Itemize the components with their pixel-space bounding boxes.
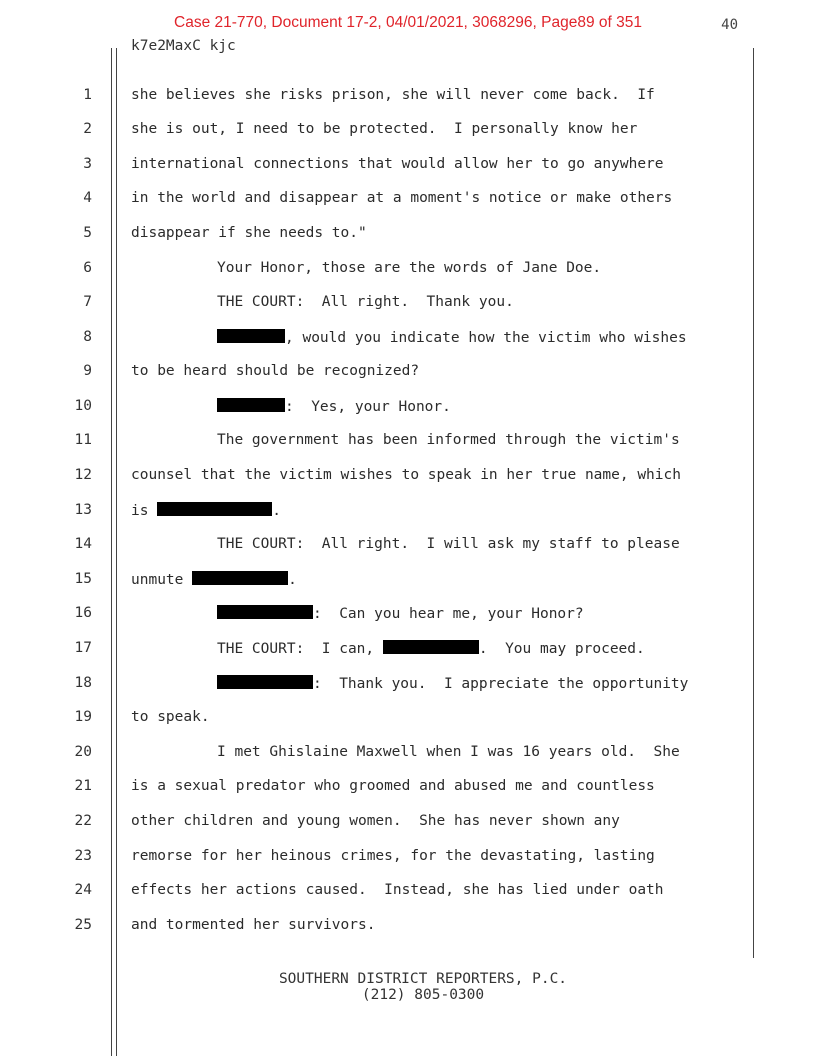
line-number: 12 (74, 467, 92, 483)
line-text-after: , would you indicate how the victim who wishes (285, 330, 687, 346)
transcript-line: The government has been informed through the victim's (217, 432, 680, 448)
transcript-line: THE COURT: All right. I will ask my staff to please (217, 536, 680, 552)
line-text-before: THE COURT: I can, (217, 641, 383, 657)
transcript-line: to be heard should be recognized? (131, 363, 420, 379)
redaction-block (192, 571, 288, 585)
transcript-line: remorse for her heinous crimes, for the devastating, lasting (131, 848, 655, 864)
line-number: 19 (74, 709, 92, 725)
redaction-block (217, 329, 285, 343)
transcript-id: k7e2MaxC kjc (131, 38, 236, 54)
transcript-line (217, 605, 584, 622)
line-text-after: : Thank you. I appreciate the opportunity (313, 676, 689, 692)
transcript-line: and tormented her survivors. (131, 917, 376, 933)
redaction-block (217, 398, 285, 412)
line-number: 22 (74, 813, 92, 829)
page-number: 40 (721, 17, 738, 33)
line-number: 2 (83, 121, 92, 137)
line-number: 25 (74, 917, 92, 933)
redaction-block (383, 640, 479, 654)
line-text-after: . (272, 503, 281, 519)
line-text-before: unmute (131, 572, 193, 588)
footer-reporter: SOUTHERN DISTRICT REPORTERS, P.C. (278, 971, 568, 987)
transcript-line (131, 502, 281, 519)
line-number: 18 (74, 675, 92, 691)
transcript-line (217, 640, 645, 657)
line-number: 7 (83, 294, 92, 310)
transcript-line: international connections that would allow her to go anywhere (131, 156, 664, 172)
transcript-line (217, 398, 451, 415)
redaction-block (217, 605, 313, 619)
line-text-after: . (288, 572, 297, 588)
transcript-line: she is out, I need to be protected. I personally know her (131, 121, 638, 137)
line-number: 8 (83, 329, 92, 345)
transcript-line: she believes she risks prison, she will never come back. If (131, 87, 655, 103)
line-text-after: : Can you hear me, your Honor? (313, 606, 584, 622)
line-text-before: is (131, 503, 158, 519)
transcript-line: effects her actions caused. Instead, she has lied under oath (131, 882, 664, 898)
footer-phone: (212) 805-0300 (361, 987, 485, 1003)
line-number: 23 (74, 848, 92, 864)
transcript-line: to speak. (131, 709, 210, 725)
line-number: 17 (74, 640, 92, 656)
redaction-block (217, 675, 313, 689)
line-number: 15 (74, 571, 92, 587)
transcript-line (217, 675, 688, 692)
line-number: 20 (74, 744, 92, 760)
transcript-line: counsel that the victim wishes to speak in her true name, which (131, 467, 681, 483)
transcript-line (217, 329, 687, 346)
transcript-line: THE COURT: All right. Thank you. (217, 294, 514, 310)
line-number: 24 (74, 882, 92, 898)
right-margin-rule (753, 48, 754, 958)
line-number: 11 (74, 432, 92, 448)
line-number: 4 (83, 190, 92, 206)
line-number: 10 (74, 398, 92, 414)
transcript-line: other children and young women. She has never shown any (131, 813, 620, 829)
transcript-line (131, 571, 297, 588)
line-number: 5 (83, 225, 92, 241)
left-margin-rule-outer (111, 48, 112, 1056)
line-number: 16 (74, 605, 92, 621)
line-number: 21 (74, 778, 92, 794)
line-number: 6 (83, 260, 92, 276)
left-margin-rule-inner (116, 48, 117, 1056)
line-text-after: : Yes, your Honor. (285, 399, 451, 415)
redaction-block (157, 502, 272, 516)
line-number: 14 (74, 536, 92, 552)
transcript-line: Your Honor, those are the words of Jane Doe. (217, 260, 602, 276)
line-number: 13 (74, 502, 92, 518)
case-header: Case 21-770, Document 17-2, 04/01/2021, 3068296, Page89 of 351 (174, 14, 642, 31)
line-number: 1 (83, 87, 92, 103)
line-text-after: . You may proceed. (478, 641, 645, 657)
transcript-line: I met Ghislaine Maxwell when I was 16 years old. She (217, 744, 680, 760)
line-number: 9 (83, 363, 92, 379)
line-number: 3 (83, 156, 92, 172)
transcript-line: in the world and disappear at a moment's notice or make others (131, 190, 673, 206)
transcript-line: disappear if she needs to." (131, 225, 367, 241)
transcript-line: is a sexual predator who groomed and abused me and countless (131, 778, 655, 794)
